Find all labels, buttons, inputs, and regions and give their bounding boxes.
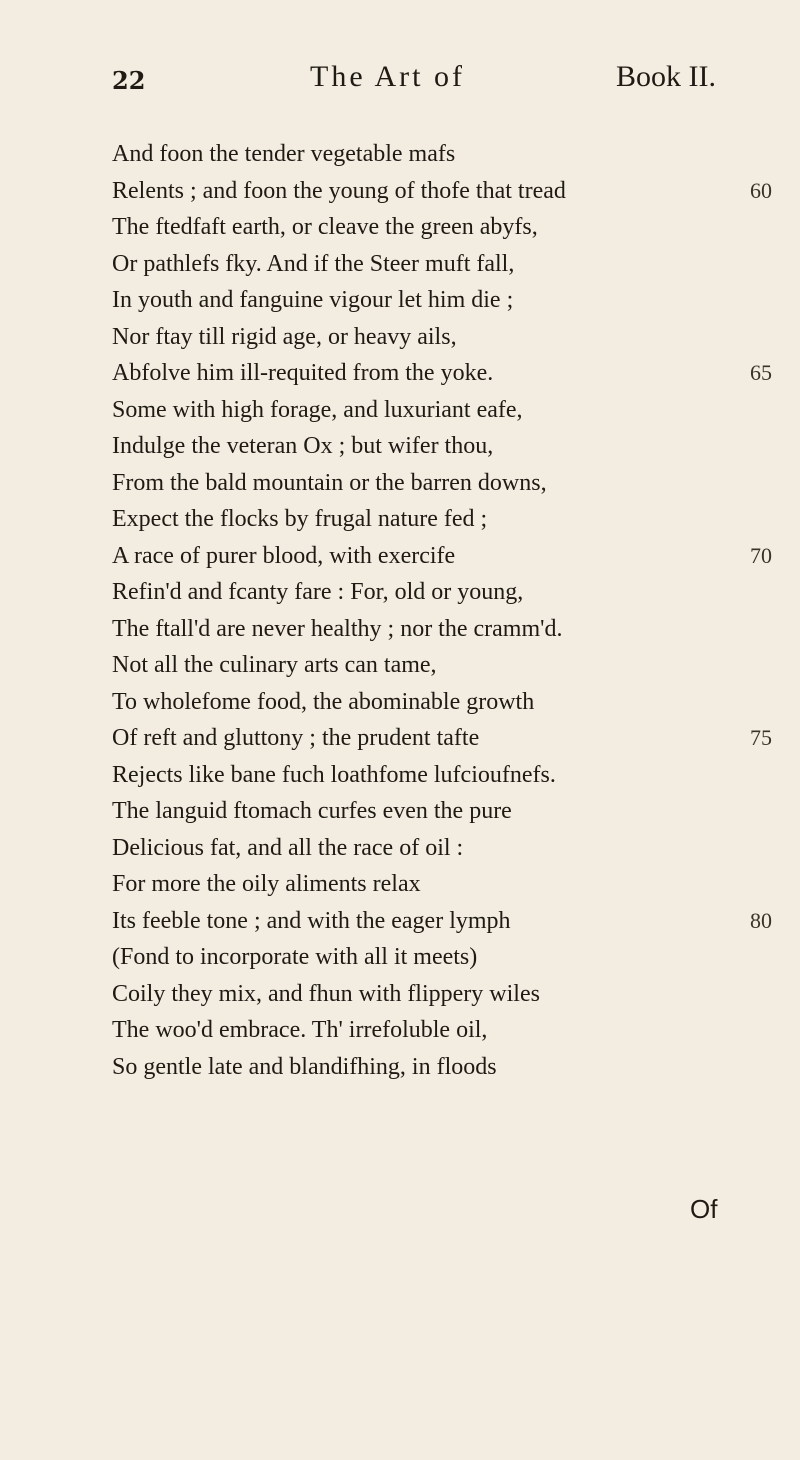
line-text: The languid ftomach curfes even the pure [112, 798, 512, 824]
line-text: Its feeble tone ; and with the eager lymph [112, 907, 511, 934]
line-text: The woo'd embrace. Th' irrefoluble oil, [112, 1017, 488, 1043]
book-label: Book II. [616, 60, 716, 93]
line-text: And foon the tender vegetable mafs [112, 141, 456, 167]
poem-line [112, 501, 772, 538]
line-text: Indulge the veteran Ox ; but wifer thou, [112, 433, 494, 459]
poem-line [112, 647, 772, 684]
line-text: Relents ; and foon the young of thofe that tread [112, 177, 566, 204]
poem-line [112, 830, 772, 867]
line-text: Abfolve him ill-requited from the yoke. [112, 360, 494, 386]
poem-line [112, 538, 772, 575]
poem-line [112, 246, 772, 283]
line-text: (Fond to incorporate with all it meets) [112, 944, 478, 970]
line-number: 80 [750, 907, 772, 933]
poem-line [112, 684, 772, 721]
poem-line [112, 757, 772, 794]
line-text: Expect the flocks by frugal nature fed ; [112, 506, 488, 532]
line-text: From the bald mountain or the barren downs, [112, 469, 547, 496]
poem-line [112, 611, 772, 648]
line-text: In youth and fanguine vigour let him die ; [112, 287, 514, 313]
line-text: To wholefome food, the abominable growth [112, 688, 535, 715]
poem-line [112, 866, 772, 903]
line-text: Refin'd and fcanty fare : For, old or young, [112, 579, 524, 605]
page-header [0, 60, 800, 110]
line-text: Nor ftay till rigid age, or heavy ails, [112, 323, 457, 350]
poem-line [112, 282, 772, 319]
line-number: 75 [750, 725, 772, 750]
poem-line [112, 209, 772, 246]
line-text: So gentle late and blandifhing, in floods [112, 1053, 497, 1080]
line-text: Or pathlefs fky. And if the Steer muft fall, [112, 250, 515, 277]
line-text: Delicious fat, and all the race of oil : [112, 834, 464, 861]
poem-line [112, 793, 772, 830]
poem-line [112, 903, 772, 940]
poem-line [112, 136, 772, 173]
line-number: 70 [750, 542, 772, 568]
poem-line [112, 1049, 772, 1086]
running-title: The Art of [310, 60, 465, 93]
poem-line [112, 939, 772, 976]
poem-line [112, 319, 772, 356]
catchword: Of [690, 1194, 718, 1224]
line-number: 65 [750, 360, 772, 385]
line-text: For more the oily aliments relax [112, 871, 421, 897]
poem-line [112, 720, 772, 757]
line-text: Some with high forage, and luxuriant eafe, [112, 396, 523, 423]
poem-line [112, 465, 772, 502]
poem-line [112, 1012, 772, 1049]
poem-line [112, 392, 772, 429]
line-number: 60 [750, 177, 772, 203]
poem-line [112, 574, 772, 611]
line-text: Coily they mix, and fhun with flippery wiles [112, 980, 540, 1007]
poem-text [112, 136, 772, 1085]
poem-line [112, 355, 772, 392]
line-text: The ftall'd are never healthy ; nor the cramm'd. [112, 615, 563, 642]
poem-line [112, 976, 772, 1013]
poem-line [112, 173, 772, 210]
line-text: A race of purer blood, with exercife [112, 542, 456, 569]
line-text: Not all the culinary arts can tame, [112, 652, 437, 678]
line-text: The ftedfaft earth, or cleave the green abyfs, [112, 214, 538, 240]
line-text: Of reft and gluttony ; the prudent tafte [112, 725, 480, 751]
line-text: Rejects like bane fuch loathfome lufcioufnefs. [112, 761, 556, 788]
page-number: 22 [112, 66, 146, 95]
poem-line [112, 428, 772, 465]
